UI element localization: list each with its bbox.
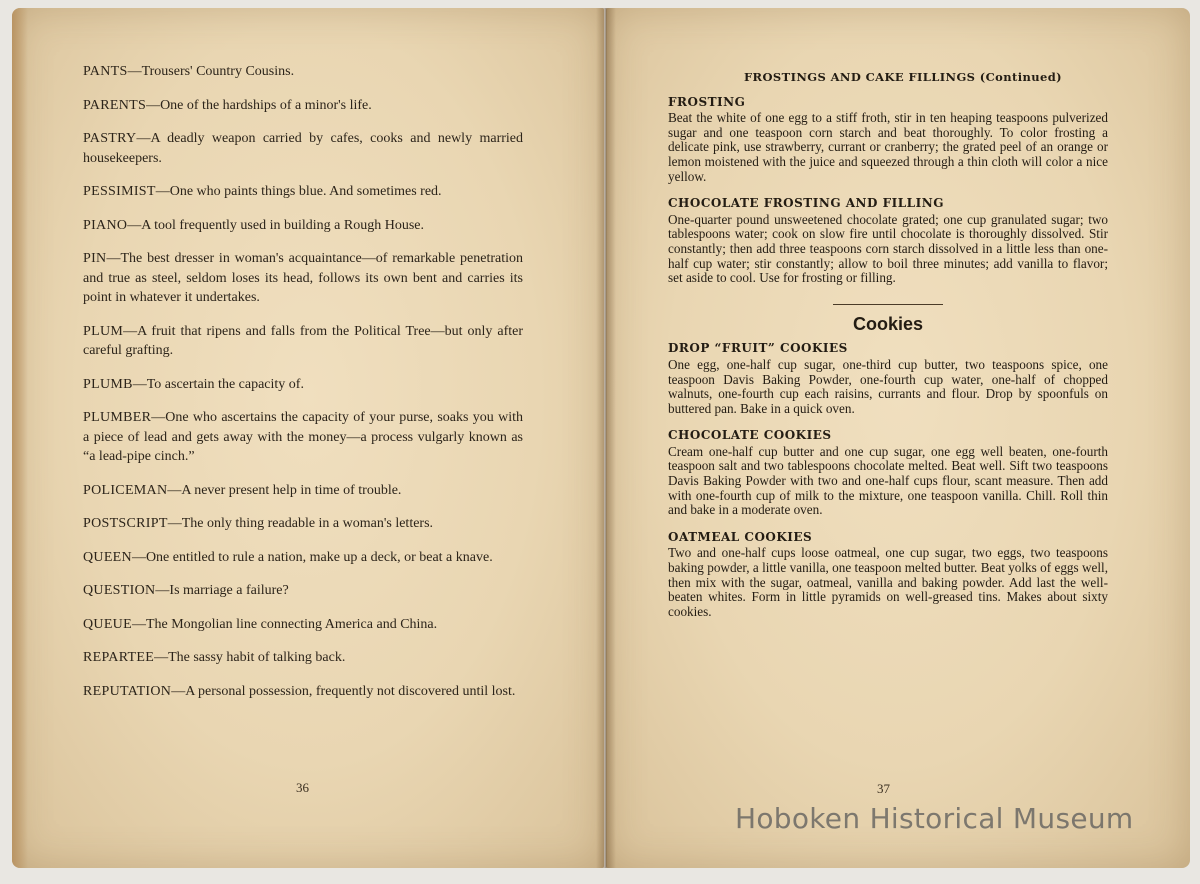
glossary-dash: — (131, 549, 146, 565)
glossary-definition: A tool frequently used in building a Rough House. (141, 217, 424, 233)
glossary-definition: One who paints things blue. And sometimes red. (169, 184, 442, 199)
recipe (668, 95, 1108, 185)
recipe-body: Cream one-half cup butter and one cup sugar, one egg well beaten, one-fourth teaspoon salt and two tablespoons chocolate melted. Beat well. Sift two teaspoons Davis Baking Powder with two and one-half cups flour, scant measure. Then add with one-fourth cup of milk to the mixture, one teaspoon vanilla. Chill. Roll thin and bake in a moderate oven. (668, 443, 1108, 518)
glossary-entry (83, 129, 523, 168)
recipes-bottom (668, 341, 1108, 619)
glossary-entry (83, 514, 523, 534)
page-edge (12, 8, 28, 868)
recipe-body: One egg, one-half cup sugar, one-third cup butter, two teaspoons spice, one teaspoon Davis Baking Powder, one-fourth cup water, one-half of chopped walnuts, one-fourth cup each raisins, currants and flour. Drop by spoonfuls on buttered pan. Bake in a quick oven. (668, 356, 1108, 416)
watermark: Hoboken Historical Museum (735, 802, 1134, 835)
glossary-term: POSTSCRIPT (83, 516, 168, 531)
glossary-term: PARENTS (83, 97, 147, 113)
glossary-entry (83, 615, 523, 635)
glossary-dash: — (171, 683, 186, 699)
glossary-definition: A never present help in time of trouble. (181, 482, 402, 498)
glossary-definition: A deadly weapon carried by cafes, cooks and newly married housekeepers. (83, 131, 523, 166)
recipe (668, 341, 1108, 416)
glossary-entry (83, 481, 523, 501)
glossary-term: PASTRY (83, 131, 137, 146)
glossary-entry (83, 375, 523, 395)
glossary-dash: — (127, 64, 142, 79)
recipe-title: CHOCOLATE FROSTING AND FILLING (668, 196, 944, 211)
glossary-dash: — (146, 97, 161, 113)
glossary-term: PIN (83, 251, 107, 266)
glossary-definition: One of the hardships of a minor's life. (160, 97, 372, 113)
glossary-dash: — (167, 516, 182, 531)
recipes-top (668, 95, 1108, 286)
glossary-entry (83, 648, 523, 668)
glossary-term: PIANO (83, 217, 128, 233)
section-header (668, 304, 1108, 332)
glossary-term: POLICEMAN (83, 482, 168, 498)
glossary-definition: The sassy habit of talking back. (168, 650, 346, 665)
glossary-entry (83, 581, 523, 601)
glossary-dash: — (155, 184, 170, 199)
glossary-term: PLUMB (83, 376, 133, 392)
glossary-dash: — (154, 650, 169, 665)
glossary-term: PLUM (83, 323, 124, 339)
recipe (668, 428, 1108, 518)
glossary-dash: — (106, 251, 121, 266)
recipe-title: DROP “FRUIT” COOKIES (668, 341, 848, 356)
glossary-dash: — (132, 376, 147, 392)
glossary-term: PLUMBER (83, 410, 152, 425)
glossary-term: PESSIMIST (83, 184, 156, 199)
recipe-body: Beat the white of one egg to a stiff froth, stir in ten heaping teaspoons pulverized sugar and one teaspoon corn starch and beat thoroughly. To color frosting a delicate pink, use strawberry, currant or cranberry; the grated peel of an orange or lemon moistened with the juice and squeezed through a thin cloth will color a nice yellow. (668, 110, 1108, 184)
glossary-entry (83, 216, 523, 236)
glossary-definition: The Mongolian line connecting America and China. (145, 616, 438, 632)
recipe-body: Two and one-half cups loose oatmeal, one cup sugar, two eggs, two teaspoons baking powder, a little vanilla, one teaspoon melted butter. Beat yolks of eggs well, then mix with the sugar, oatmeal, vanilla and baking powder. Add last the well-beaten whites. Form in little pyramids on well-greased tins. Makes about sixty cookies. (668, 545, 1108, 619)
glossary-dash: — (151, 410, 166, 425)
glossary-term: QUEUE (83, 616, 132, 632)
section-rule (833, 304, 943, 305)
glossary-list (83, 62, 523, 715)
glossary-definition: The best dresser in woman's acquaintance—of remarkable penetration and true as steel, seldom loses its head, follows its own bent and carries its point in whatever it undertakes. (83, 251, 523, 305)
recipe-title: CHOCOLATE COOKIES (668, 428, 832, 443)
section-title: Cookies (852, 313, 924, 334)
book-gutter (596, 8, 616, 868)
glossary-entry (83, 322, 523, 361)
glossary-dash: — (136, 131, 151, 146)
page-number-right: 37 (877, 781, 890, 796)
glossary-entry (83, 249, 523, 308)
glossary-definition: Trousers' Country Cousins. (141, 64, 295, 79)
glossary-entry (83, 408, 523, 467)
recipe (668, 196, 1108, 286)
glossary-dash: — (131, 616, 146, 632)
glossary-definition: A personal possession, frequently not discovered until lost. (185, 683, 516, 699)
glossary-entry (83, 548, 523, 568)
glossary-dash: — (127, 217, 142, 233)
page-number-left: 36 (296, 780, 309, 795)
glossary-definition: To ascertain the capacity of. (146, 376, 304, 392)
glossary-entry (83, 96, 523, 116)
glossary-term: REPUTATION (83, 683, 172, 699)
glossary-dash: — (123, 323, 138, 339)
glossary-entry (83, 182, 523, 202)
glossary-dash: — (167, 482, 182, 498)
glossary-term: REPARTEE (83, 650, 155, 665)
running-head: FROSTINGS AND CAKE FILLINGS (Continued) (743, 70, 1063, 84)
glossary-definition: Is marriage a failure? (169, 583, 289, 598)
recipe-title: FROSTING (668, 94, 746, 109)
glossary-definition: A fruit that ripens and falls from the Political Tree—but only after careful grafting. (83, 323, 523, 358)
glossary-term: QUESTION (83, 583, 156, 598)
glossary-term: PANTS (83, 64, 128, 79)
glossary-definition: One who ascertains the capacity of your purse, soaks you with a piece of lead and gets away with the money—a process vulgarly known as “a lead-pipe cinch.” (83, 410, 523, 464)
recipe-body: One-quarter pound unsweetened chocolate grated; one cup granulated sugar; two tablespoons water; cook on slow fire until chocolate is thoroughly dissolved. Stir constantly; then add three teaspoons corn starch dissolved in a little less than one-half cup water; stir constantly; allow to boil three minutes; add vanilla to flavor; set aside to cool. Use for frosting or filling. (668, 211, 1108, 286)
recipe (668, 530, 1108, 620)
glossary-definition: One entitled to rule a nation, make up a deck, or beat a knave. (145, 549, 493, 565)
glossary-definition: The only thing readable in a woman's letters. (181, 516, 434, 531)
glossary-entry (83, 682, 523, 702)
glossary-dash: — (155, 583, 170, 598)
recipe-title: OATMEAL COOKIES (668, 529, 813, 544)
recipe-column (668, 70, 1108, 631)
glossary-term: QUEEN (83, 549, 132, 565)
glossary-entry (83, 62, 523, 82)
